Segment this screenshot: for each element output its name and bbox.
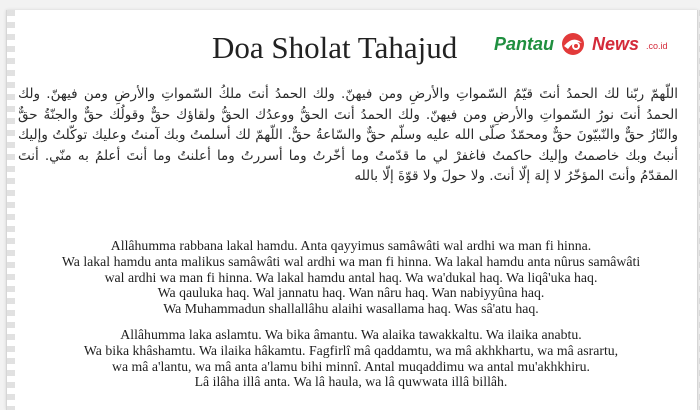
logo-part-news: News — [592, 34, 640, 54]
latin-line: Wa qauluka haq. Wal jannatu haq. Wan nâru haq. Wan nabiyyûna haq. — [157, 285, 545, 301]
latin-line: Wa lakal hamdu anta malikus samâwâti wal ardhi wa man fi hinna. Wa lakal hamdu anta nûrus samâwâti — [61, 253, 641, 269]
latin-line: Allâhumma rabbana lakal hamdu. Anta qayyimus samâwâti wal ardhi wa man fi hinna. — [110, 238, 592, 253]
latin-line: Wa bika khâshamtu. Wa ilaika hâkamtu. Fagfirlî mâ qaddamtu, wa mâ akhkhartu, wa mâ asrartu, — [83, 342, 619, 358]
arabic-prayer-text: اللّهمّ ربّنا لك الحمدُ أنتَ قيّمُ السّمواتِ والأرضِ ومن فيهنّ. ولك الحمدُ أنتَ ملكُ السّمواتِ والأرضِ ومن فيهنّ. ولك الحمدُ أنتَ نورُ السّمواتِ والأرضِ ومن فيهنّ. ولك الحمدُ أنتَ الحقُّ ووعدُك الحقُّ ولقاؤك حقٌّ وقولُك حقٌّ والجنّةُ حقٌّ والنّارُ حقٌّ والنّبيّونَ حقٌّ ومحمّدٌ صلّى الله عليه وسلّم حقٌّ والسّاعةُ حقٌّ. اللّهمّ لك أسلمتُ وبك آمنتُ وعليك توكّلتُ وإليك أنبتُ وبك خاصمتُ وإليك حاكمتُ فاغفرْ لي ما قدّمتُ وما أخّرتُ وما أسررتُ وما أعلنتُ وما أنتَ أعلمُ به منّي. أنتَ المقدّمُ وأنتَ المؤخّرُ لا إلهَ إلّا أنتَ. ولا حولَ ولا قوّةَ إلّا بالله — [18, 86, 678, 184]
pantaunews-logo — [494, 30, 680, 60]
logo-suffix: .co.id — [646, 41, 668, 51]
latin-transliteration-paragraph-2 — [14, 327, 688, 390]
logo-swirl-icon — [560, 31, 586, 57]
latin-line: Lâ ilâha illâ anta. Wa lâ haula, wa lâ quwwata illâ billâh. — [194, 374, 508, 390]
latin-transliteration-paragraph-1 — [14, 238, 688, 317]
latin-line: wa mâ a'lantu, wa mâ anta a'lamu bihi minnî. Antal muqaddimu wa antal mu'akhkhiru. — [112, 358, 590, 374]
logo-part-pantau: Pantau — [494, 34, 555, 54]
latin-line: wal ardhi wa man fi hinna. Wa lakal hamdu antal haq. Wa wa'dukal haq. Wa liqâ'uka haq. — [104, 269, 598, 285]
page-title: Doa Sholat Tahajud — [212, 30, 458, 65]
latin-line: Allâhumma laka aslamtu. Wa bika âmantu. Wa alaika tawakkaltu. Wa ilaika anabtu. — [120, 327, 582, 342]
latin-line: Wa Muhammadun shallallâhu alaihi wasallama haq. Was sâ'atu haq. — [163, 301, 539, 317]
